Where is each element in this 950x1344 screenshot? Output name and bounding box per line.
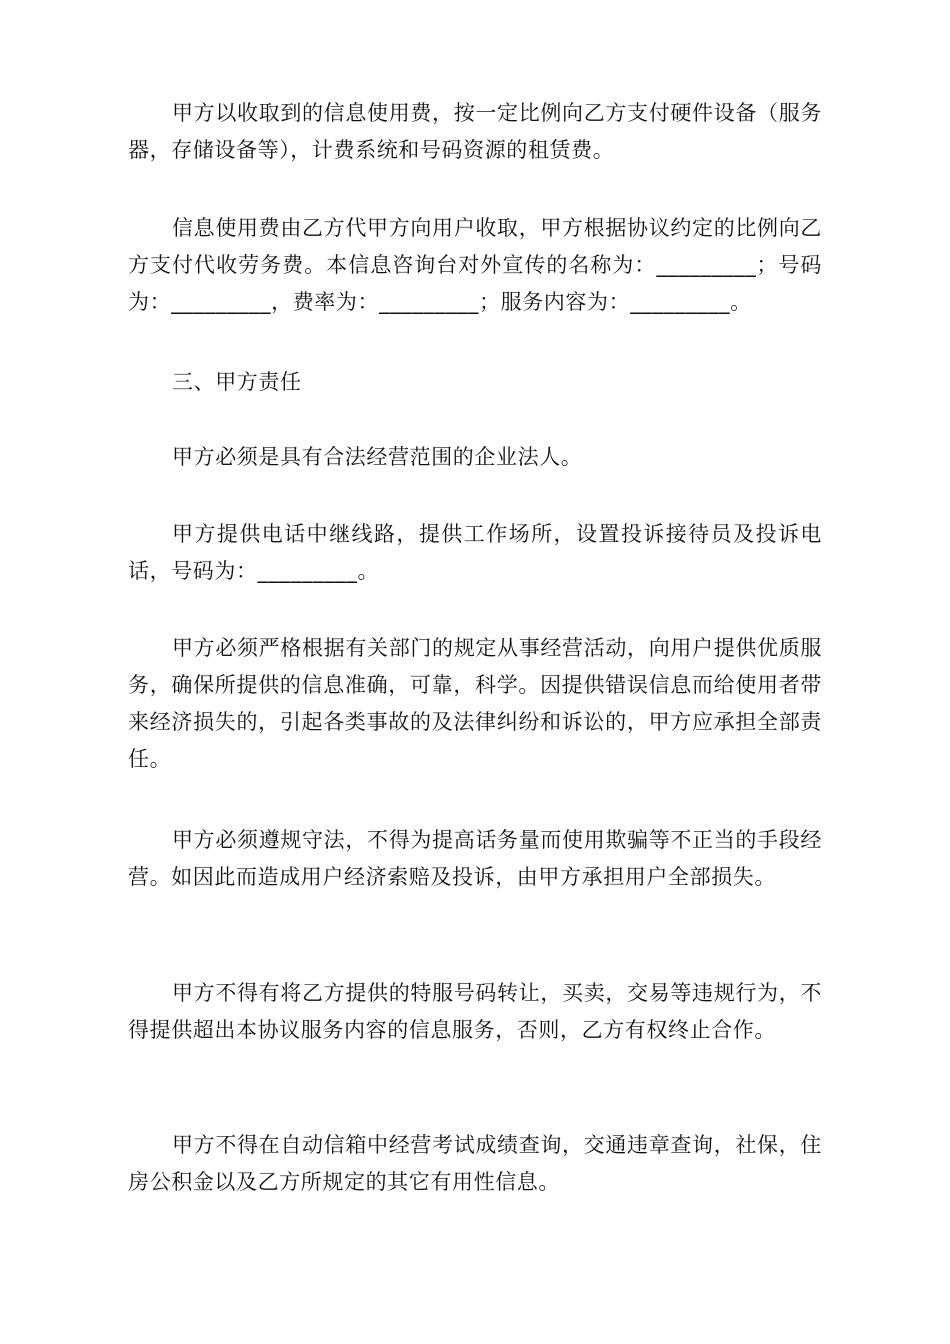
paragraph-complaint-line: 甲方提供电话中继线路，提供工作场所，设置投诉接待员及投诉电话，号码为：_________。: [128, 522, 822, 583]
paragraph-collection-service-fee: 信息使用费由乙方代甲方向用户收取，甲方根据协议约定的比例向乙方支付代收劳务费。本信息咨询台对外宣传的名称为：_________；号码为：_________，费率为：_________；服务内容为：_________。: [128, 216, 822, 314]
paragraph-service-quality: 甲方必须严格根据有关部门的规定从事经营活动，向用户提供优质服务，确保所提供的信息准确，可靠，科学。因提供错误信息而给使用者带来经济损失的，引起各类事故的及法律纠纷和诉讼的，甲方应承担全部责任。: [128, 636, 822, 771]
section-heading-party-a-responsibility: 三、甲方责任: [172, 370, 302, 394]
paragraph-hardware-rental-fee: 甲方以收取到的信息使用费，按一定比例向乙方支付硬件设备（服务器，存储设备等），计费系统和号码资源的租赁费。: [128, 101, 822, 162]
paragraph-restricted-info: 甲方不得在自动信箱中经营考试成绩查询，交通违章查询，社保，住房公积金以及乙方所规定的其它有用性信息。: [128, 1133, 822, 1194]
paragraph-number-transfer-ban: 甲方不得有将乙方提供的特服号码转让，买卖，交易等违规行为，不得提供超出本协议服务内容的信息服务，否则，乙方有权终止合作。: [128, 981, 822, 1042]
paragraph-lawful-operation: 甲方必须遵规守法，不得为提高话务量而使用欺骗等不正当的手段经营。如因此而造成用户经济索赔及投诉，由甲方承担用户全部损失。: [128, 828, 822, 889]
paragraph-legal-entity: 甲方必须是具有合法经营范围的企业法人。: [172, 445, 583, 469]
